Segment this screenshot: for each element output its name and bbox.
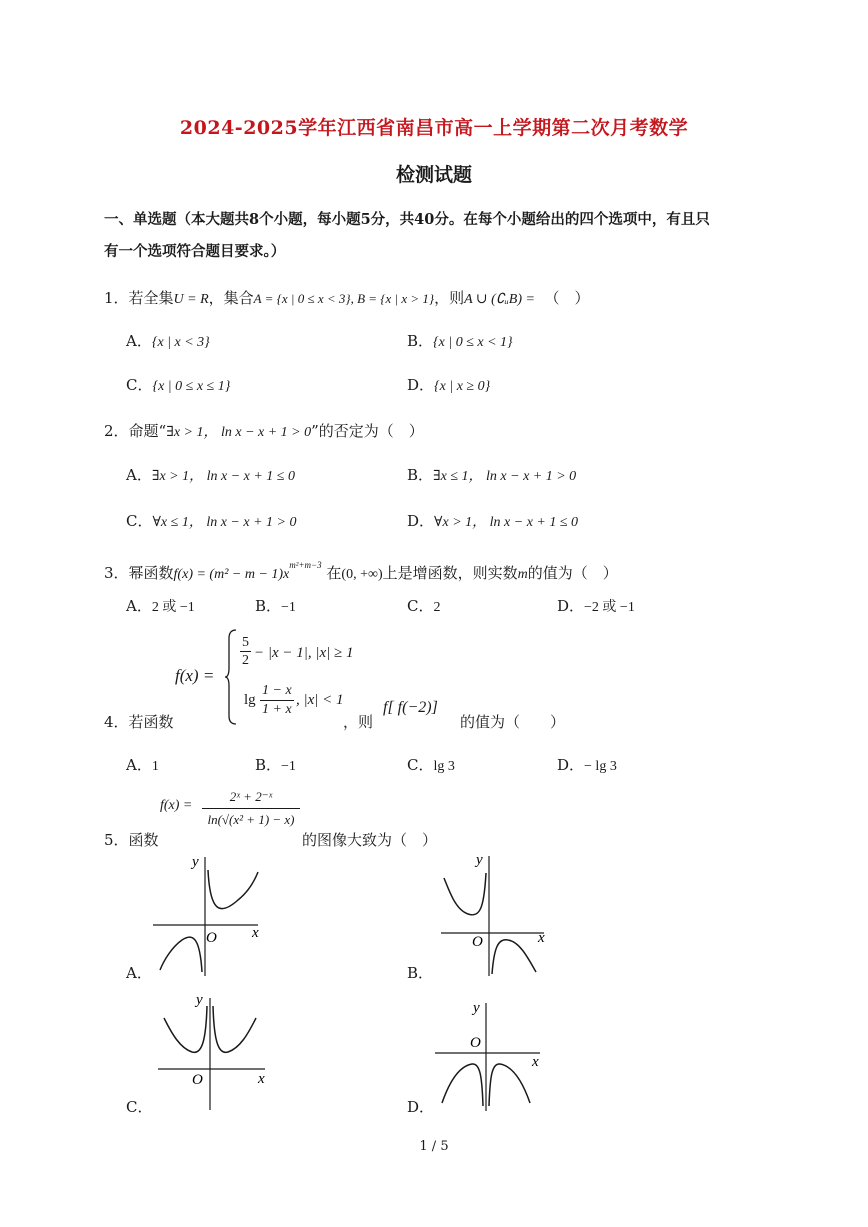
q3-function: f(x) = (m² − m − 1)x [173, 567, 290, 582]
q4-case1-rest: − |x − 1|, |x| ≥ 1 [254, 645, 354, 661]
option-text: {x | x ≥ 0} [434, 379, 491, 394]
document-subtitle: 检测试题 [395, 164, 472, 186]
option-text: − lg 3 [584, 759, 617, 774]
option-text: {x | x < 3} [151, 335, 210, 350]
q4-case1-numerator: 5 [242, 635, 249, 650]
x-axis-label: x [532, 1054, 539, 1070]
option-text: 2 [433, 600, 441, 615]
option-label: C． [126, 376, 153, 394]
option-text: ∃x > 1， ln x − x + 1 ≤ 0 [151, 469, 295, 484]
q2-option-a [126, 464, 295, 485]
option-label: A． [126, 597, 152, 615]
q5-option-d-label: D． [407, 1098, 435, 1116]
q3-stem [104, 562, 618, 583]
q1-option-d [407, 374, 490, 395]
q3-in: 在 [326, 564, 342, 582]
q5-graph-c [150, 990, 275, 1112]
q4-brace [224, 628, 238, 726]
section-header-line1: 一、单选题（本大题共8个小题，每小题5分，共40分。在每个小题给出的四个选项中，有且只 [104, 211, 710, 228]
q4-case1-fraction [240, 634, 251, 669]
q3-number: 3．幂函数 [104, 564, 174, 582]
y-axis-label: y [476, 852, 483, 868]
q3-m: m [517, 567, 528, 582]
q1-option-a [126, 330, 210, 351]
option-text: ∀x > 1， ln x − x + 1 ≤ 0 [434, 515, 579, 530]
q5-option-b-label: B． [407, 964, 434, 982]
q5-graph-a [150, 852, 270, 977]
q4-case1-denominator: 2 [242, 653, 249, 668]
q1-option-c [126, 374, 230, 395]
x-axis-label: x [258, 1071, 265, 1087]
q1-paren: （ ） [544, 289, 590, 307]
q3-tail: 上是增函数，则实数 [382, 564, 518, 582]
y-axis-label: y [192, 854, 199, 870]
option-label: B． [407, 332, 434, 350]
option-label: C． [407, 597, 434, 615]
option-label: B． [255, 756, 282, 774]
q1-stem [104, 287, 590, 308]
option-text: 1 [151, 759, 159, 774]
option-text: −1 [281, 759, 296, 774]
option-text: {x | 0 ≤ x < 1} [433, 335, 513, 350]
q1-option-b [407, 330, 513, 351]
option-text: 2 或 −1 [151, 600, 195, 615]
q3-exponent: m²+m−3 [289, 560, 322, 570]
q5-fraction [202, 786, 300, 831]
q5-option-c-label: C． [126, 1098, 153, 1116]
option-label: A． [126, 756, 152, 774]
q2-number: 2．命题“ [104, 422, 167, 440]
q4-option-a [126, 754, 159, 775]
q4-case2-denominator: 1 + x [262, 702, 292, 717]
x-axis-label: x [538, 930, 545, 946]
q1-expression: A ∪ (∁ᵤB) = [464, 292, 535, 307]
option-text: −2 或 −1 [584, 600, 635, 615]
option-label: D． [557, 756, 585, 774]
q2-option-b [407, 464, 576, 485]
q4-case2-cond: , |x| < 1 [296, 692, 344, 708]
q4-number: 4．若函数 [104, 713, 174, 731]
q4-option-c [407, 754, 455, 775]
q2-proposition: ∃x > 1， ln x − x + 1 > 0 [166, 425, 312, 440]
option-label: B． [255, 597, 282, 615]
q1-sets: A = {x | 0 ≤ x < 3}, B = {x | x > 1} [253, 291, 435, 306]
y-axis-label: y [473, 1000, 480, 1016]
q1-mid: ，集合 [208, 289, 254, 307]
section-header-line2: 有一个选项符合题目要求。） [104, 243, 286, 260]
q4-then: ，则 [343, 713, 374, 731]
option-text: {x | 0 ≤ x ≤ 1} [152, 379, 231, 394]
q4-case2-fraction [260, 682, 294, 719]
q5-graph-b [436, 848, 556, 978]
page-number: 1 / 5 [419, 1139, 449, 1154]
q4-option-b [255, 754, 296, 775]
q2-option-c [126, 510, 297, 531]
option-label: C． [126, 512, 153, 530]
origin-label: O [472, 934, 483, 950]
option-text: −1 [281, 600, 296, 615]
option-label: A． [126, 466, 152, 484]
q1-number: 1．若全集 [104, 289, 174, 307]
q4-option-d [557, 754, 617, 775]
option-text: ∀x ≤ 1， ln x − x + 1 > 0 [152, 515, 297, 530]
origin-label: O [206, 930, 217, 946]
option-text: ∃x ≤ 1， ln x − x + 1 > 0 [433, 469, 577, 484]
q5-tail: 的图像大致为（ ） [302, 831, 438, 849]
q3-option-b [255, 595, 296, 616]
document-title: 2024-2025学年江西省南昌市高一上学期第二次月考数学 [179, 117, 689, 139]
q3-option-c [407, 595, 440, 616]
x-axis-label: x [252, 925, 259, 941]
q3-option-a [126, 595, 195, 616]
q5-denominator: ln(√(x² + 1) − x) [202, 808, 300, 831]
q4-case2-numerator: 1 − x [262, 683, 292, 698]
q1-then: ，则 [434, 289, 465, 307]
option-label: D． [557, 597, 585, 615]
q4-composite: f[ f(−2)] [383, 699, 438, 716]
q4-case2-lg: lg [244, 692, 256, 708]
q2-option-d [407, 510, 578, 531]
option-label: D． [407, 376, 435, 394]
y-axis-label: y [196, 992, 203, 1008]
q2-tail: ”的否定为（ ） [311, 422, 424, 440]
origin-label: O [470, 1035, 481, 1051]
q5-graph-d [430, 998, 550, 1113]
q3-tail2: 的值为（ ） [527, 564, 618, 582]
q5-numerator: 2ˣ + 2⁻ˣ [229, 789, 273, 804]
origin-label: O [192, 1072, 203, 1088]
option-label: B． [407, 466, 434, 484]
q5-fx: f(x) = [160, 798, 193, 813]
option-text: lg 3 [433, 759, 455, 774]
option-label: D． [407, 512, 435, 530]
q2-stem [104, 420, 424, 441]
q4-tail: 的值为（ ） [460, 713, 566, 731]
option-label: A． [126, 332, 152, 350]
q4-fx: f(x) = [175, 666, 215, 685]
option-label: C． [407, 756, 434, 774]
q3-option-d [557, 595, 635, 616]
q5-number: 5．函数 [104, 831, 159, 849]
q3-interval: (0, +∞) [341, 567, 383, 582]
q1-universe: U = R [173, 292, 209, 307]
q5-option-a-label: A． [126, 964, 152, 982]
